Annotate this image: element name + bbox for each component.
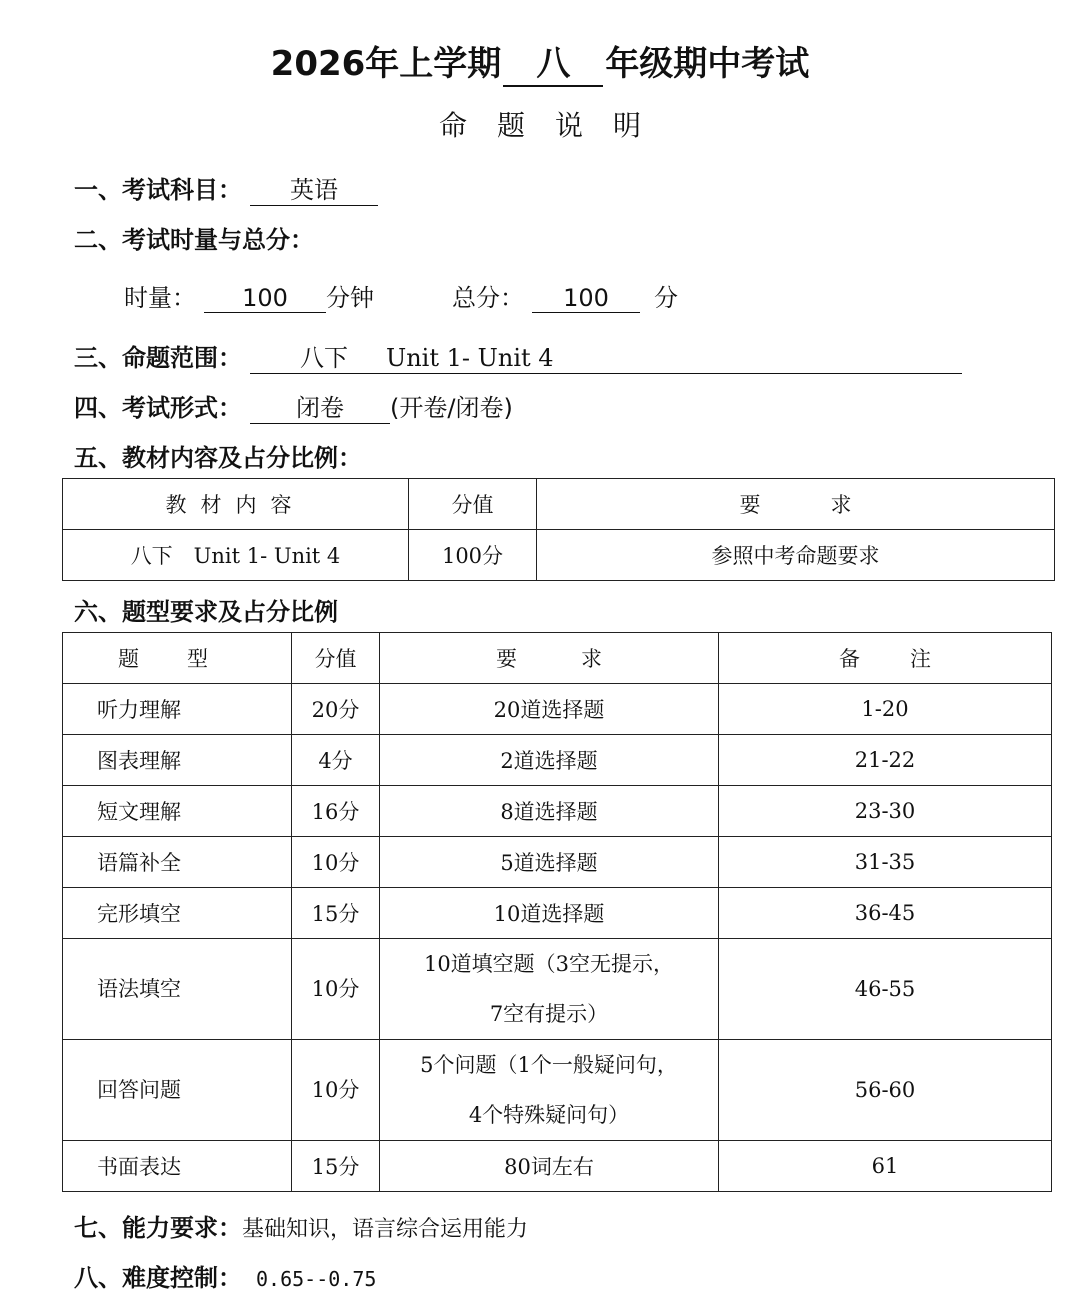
table-row: [63, 684, 1052, 735]
time-label: 时量：: [124, 284, 196, 312]
header-type: 题型: [63, 633, 292, 684]
cell-note: 23-30: [719, 786, 1052, 837]
header-content: 教材内容: [63, 479, 409, 530]
cell-requirement: 参照中考命题要求: [537, 530, 1055, 581]
cell-type: 完形填空: [63, 888, 292, 939]
title-suffix: 年级期中考试: [605, 44, 810, 84]
table-row: [63, 1040, 1052, 1141]
scope-value-en: Unit 1- Unit 4: [386, 344, 554, 372]
cell-note: 61: [719, 1141, 1052, 1192]
section-ability: [74, 1208, 528, 1243]
requirement-line-2: 4个特殊疑问句）: [468, 1103, 630, 1127]
question-type-table: [62, 632, 1052, 1192]
header-score: 分值: [292, 633, 380, 684]
cell-score: 15分: [292, 888, 380, 939]
section-scope: [74, 338, 962, 374]
cell-type: 回答问题: [63, 1040, 292, 1141]
difficulty-label: 八、难度控制：: [74, 1264, 242, 1292]
section-time-score-label: 二、考试时量与总分：: [74, 226, 314, 254]
requirement-line-2: 7空有提示）: [489, 1002, 609, 1026]
table-row: [63, 939, 1052, 1040]
section-format: [74, 388, 513, 424]
cell-requirement: 8道选择题: [380, 786, 719, 837]
cell-type: 语法填空: [63, 939, 292, 1040]
table-row: [63, 735, 1052, 786]
table-row: [63, 837, 1052, 888]
cell-score: 16分: [292, 786, 380, 837]
scope-label: 三、命题范围：: [74, 344, 242, 372]
header-requirement: 要求: [380, 633, 719, 684]
section-question-types-label: 六、题型要求及占分比例: [74, 598, 338, 626]
table-row: [63, 786, 1052, 837]
cell-requirement: 5道选择题: [380, 837, 719, 888]
subject-label: 一、考试科目：: [74, 176, 242, 204]
cell-note: 31-35: [719, 837, 1052, 888]
time-unit: 分钟: [326, 284, 374, 312]
cell-type: 书面表达: [63, 1141, 292, 1192]
cell-note: 46-55: [719, 939, 1052, 1040]
cell-note: 21-22: [719, 735, 1052, 786]
cell-note: 36-45: [719, 888, 1052, 939]
cell-score: 4分: [292, 735, 380, 786]
content-table-row: [63, 530, 1055, 581]
cell-type: 听力理解: [63, 684, 292, 735]
cell-type: 语篇补全: [63, 837, 292, 888]
time-value: 100: [204, 284, 326, 313]
score-unit: 分: [654, 284, 678, 312]
section-difficulty: [74, 1258, 376, 1293]
cell-requirement: 10道选择题: [380, 888, 719, 939]
cell-score: 10分: [292, 837, 380, 888]
cell-score: 15分: [292, 1141, 380, 1192]
cell-type: 短文理解: [63, 786, 292, 837]
content-table: [62, 478, 1055, 581]
section-subject: [74, 170, 378, 206]
cell-requirement: [380, 1040, 719, 1141]
cell-score: 10分: [292, 939, 380, 1040]
title-prefix: 2026年上学期: [270, 44, 502, 84]
cell-requirement: [380, 939, 719, 1040]
cell-requirement: 80词左右: [380, 1141, 719, 1192]
cell-requirement: 20道选择题: [380, 684, 719, 735]
grade-value: 八: [503, 36, 603, 87]
cell-note: 56-60: [719, 1040, 1052, 1141]
score-value: 100: [532, 284, 640, 313]
cell-score: 20分: [292, 684, 380, 735]
table-row: [63, 888, 1052, 939]
table-row: [63, 1141, 1052, 1192]
cell-score: 10分: [292, 1040, 380, 1141]
format-options: (开卷/闭卷): [390, 394, 513, 422]
qt-table-header: [63, 633, 1052, 684]
header-score: 分值: [409, 479, 537, 530]
header-requirement: 要求: [537, 479, 1055, 530]
difficulty-value: 0.65--0.75: [256, 1267, 377, 1291]
page-title: [0, 36, 1080, 87]
format-label: 四、考试形式：: [74, 394, 242, 422]
subtitle: 命题说明: [438, 109, 671, 142]
section-time-score: [124, 278, 678, 313]
header-note: 备注: [719, 633, 1052, 684]
cell-note: 1-20: [719, 684, 1052, 735]
ability-label: 七、能力要求：: [74, 1214, 242, 1242]
cell-type: 图表理解: [63, 735, 292, 786]
section-content-label: 五、教材内容及占分比例：: [74, 444, 362, 472]
format-value: 闭卷: [250, 388, 390, 424]
requirement-line-1: 5个问题（1个一般疑问句，: [420, 1053, 678, 1077]
scope-value-cn: 八下: [300, 344, 348, 372]
score-label: 总分：: [452, 284, 524, 312]
ability-value: 基础知识，语言综合运用能力: [242, 1217, 529, 1242]
cell-content: 八下 Unit 1- Unit 4: [63, 530, 409, 581]
cell-requirement: 2道选择题: [380, 735, 719, 786]
subject-value: 英语: [250, 170, 378, 206]
content-table-header: [63, 479, 1055, 530]
cell-score: 100分: [409, 530, 537, 581]
requirement-line-1: 10道填空题（3空无提示，: [423, 952, 675, 976]
